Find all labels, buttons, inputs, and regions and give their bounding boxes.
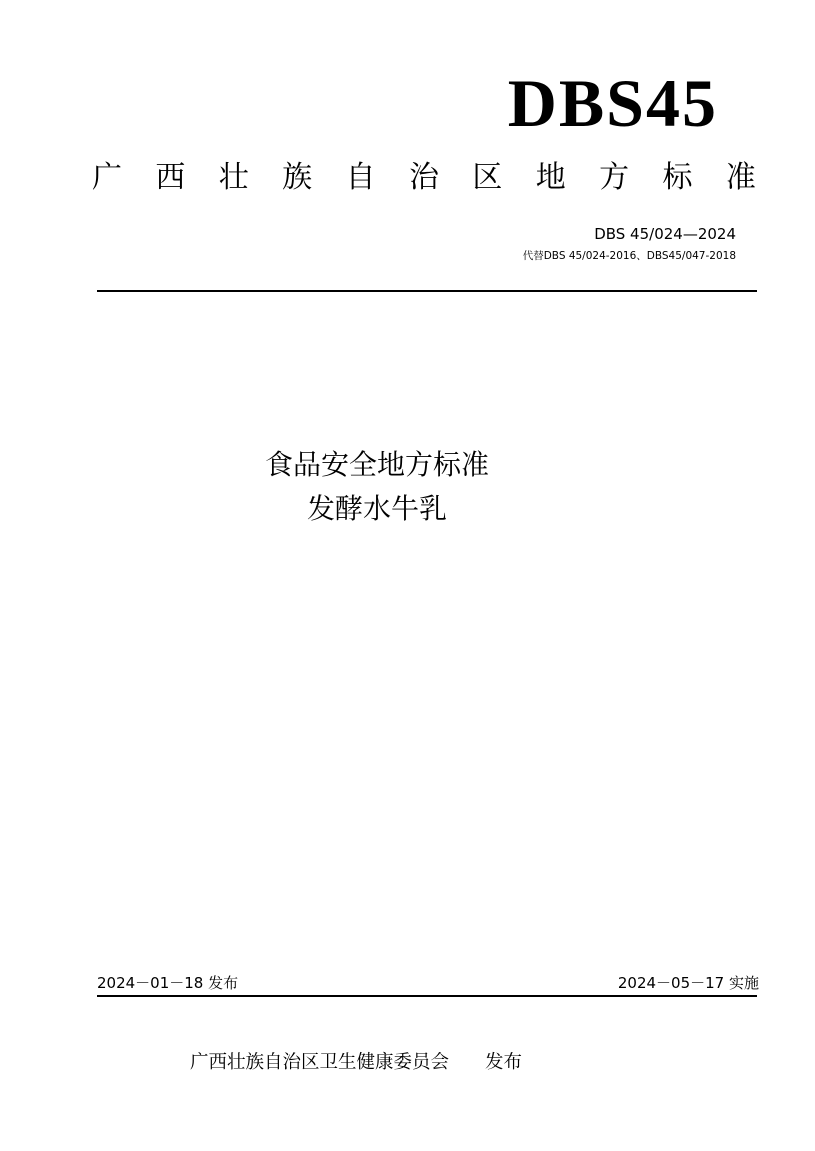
implementation-date: 2024－05－17 实施 — [617, 974, 759, 992]
title-line-category: 食品安全地方标准 — [264, 448, 489, 481]
authority-char: 标 — [662, 160, 693, 195]
authority-char: 族 — [282, 160, 313, 195]
footer-divider — [97, 995, 757, 997]
authority-char: 治 — [408, 160, 439, 195]
issue-date: 2024－01－18 发布 — [97, 974, 239, 992]
standard-number: DBS 45/024—2024 — [594, 225, 736, 243]
authority-char: 地 — [535, 160, 566, 195]
authority-char: 广 — [92, 160, 122, 195]
issuing-authority-banner — [92, 152, 756, 204]
authority-char: 准 — [725, 160, 756, 195]
document-title — [97, 443, 657, 531]
authority-char: 方 — [599, 160, 630, 195]
title-line-product: 发酵水牛乳 — [306, 492, 447, 525]
publisher-name: 广西壮族自治区卫生健康委员会 — [190, 1052, 450, 1073]
date-row — [97, 970, 757, 996]
authority-char: 区 — [472, 160, 503, 195]
authority-char: 自 — [345, 160, 376, 195]
authority-char: 壮 — [218, 160, 249, 195]
publisher-line — [190, 1047, 522, 1079]
publish-label: 发布 — [485, 1052, 523, 1073]
header-divider — [97, 290, 757, 292]
standard-logo: DBS45 — [507, 65, 718, 141]
replaced-standards: 代替DBS 45/024-2016、DBS45/047-2018 — [522, 250, 736, 262]
authority-char: 西 — [155, 160, 186, 195]
